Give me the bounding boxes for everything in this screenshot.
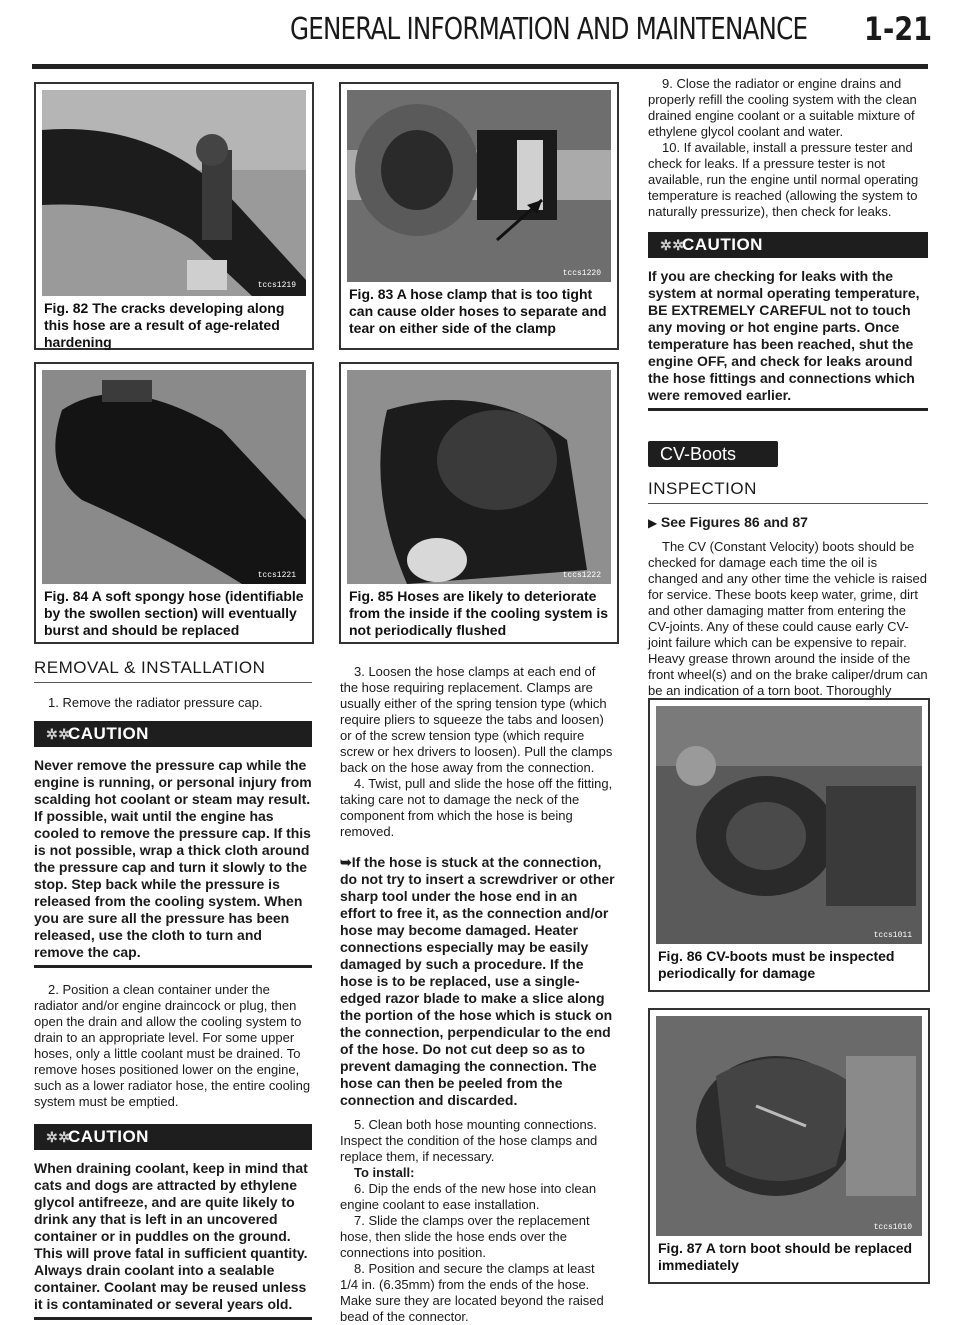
step-9: 9. Close the radiator or engine drains and properly refill the cooling system with the clean drained engine coolant or a suitable mixture of ethylene glycol coolant and water. bbox=[648, 76, 917, 139]
step-4: 4. Twist, pull and slide the hose off the fitting, taking care not to damage the neck of the component from which the hose is being removed. bbox=[340, 776, 613, 839]
figure-83 bbox=[339, 82, 619, 350]
figure-82 bbox=[34, 82, 314, 350]
caution-text: When draining coolant, keep in mind that cats and dogs are attracted by ethylene glycol antifreeze, and are quite likely to drink any that is left in an uncovered container or in puddles on the ground. This will prove fatal in sufficient quantity. Always drain coolant into a sealable container. Coolant may be reused unless it is contaminated or several years old. bbox=[34, 1160, 308, 1312]
figure-code: tccs1010 bbox=[873, 1223, 912, 1232]
caution-bar bbox=[648, 232, 928, 258]
subheading-inspection: INSPECTION bbox=[648, 479, 757, 498]
left-column bbox=[34, 660, 312, 1320]
figure-83-photo bbox=[347, 90, 611, 282]
see-figures bbox=[648, 514, 928, 531]
step-1: 1. Remove the radiator pressure cap. bbox=[48, 695, 263, 710]
figure-86 bbox=[648, 698, 930, 992]
figure-87-photo bbox=[656, 1016, 922, 1236]
caution-rule bbox=[34, 1317, 312, 1320]
arrow-icon: ▶ bbox=[648, 516, 658, 530]
step-10: 10. If available, install a pressure tester and check for leaks. If a pressure tester is not available, run the engine until normal operating temperature is reached (allowing the system to naturally pressurize), then check for leaks. bbox=[648, 140, 919, 219]
figure-87-caption: Fig. 87 A torn boot should be replaced immediately bbox=[658, 1240, 913, 1273]
caution-text: Never remove the pressure cap while the engine is running, or personal injury from scalding hot coolant or steam may result. If possible, wait until the engine has cooled to remove the pressure cap. If this is not possible, wrap a thick cloth around the pressure cap and turn it slowly to the stop. Step back while the pressure is released from the cooling system. When you are sure all the pressure has been released, use the cloth to turn and remove the cap. bbox=[34, 757, 312, 960]
page-number: 1-21 bbox=[863, 10, 932, 48]
figure-85 bbox=[339, 362, 619, 644]
right-column bbox=[648, 76, 928, 715]
caution-rule bbox=[34, 965, 312, 968]
cv-boots-body: The CV (Constant Velocity) boots should be checked for damage each time the oil is changed and any other time the vehicle is raised for service. These boots keep water, grime, dirt and other damaging matter from entering the CV-joints. Any of these could cause early CV-joint failure which can be expensive to repair. Heavy grease thrown around the inside of the front wheel(s) and on the brake caliper/drum can be an indication of a torn boot. Thoroughly bbox=[648, 539, 928, 698]
caution-bar bbox=[34, 1124, 312, 1150]
step-8: 8. Position and secure the clamps at least 1/4 in. (6.35mm) from the ends of the hose. Make sure they are located beyond the raised bead of the connector. bbox=[340, 1261, 604, 1324]
caution-label: CAUTION bbox=[68, 1127, 149, 1146]
figure-code: tccs1222 bbox=[562, 571, 601, 580]
section-rule bbox=[34, 682, 312, 683]
figure-84-photo bbox=[42, 370, 306, 584]
step-5: 5. Clean both hose mounting connections. Inspect the condition of the hose clamps and replace them, if necessary. bbox=[340, 1117, 598, 1164]
figure-85-photo bbox=[347, 370, 611, 584]
figure-code: tccs1221 bbox=[257, 571, 296, 580]
caution-label: CAUTION bbox=[68, 724, 149, 743]
caution-icon: ✲✲ bbox=[46, 1129, 71, 1145]
step-2: 2. Position a clean container under the radiator and/or engine draincock or plug, then open the drain and allow the cooling system to drain to an appropriate level. For some upper hoses, only a little coolant must be drained. To remove hoses positioned lower on the engine, such as a lower radiator hose, the entire cooling system must be emptied. bbox=[34, 982, 311, 1109]
figure-86-caption: Fig. 86 CV-boots must be inspected periodically for damage bbox=[658, 948, 895, 981]
subheading-rule bbox=[648, 503, 928, 504]
caution-bar bbox=[34, 721, 312, 747]
figure-82-photo bbox=[42, 90, 306, 296]
figure-84 bbox=[34, 362, 314, 644]
to-install-heading: To install: bbox=[354, 1165, 415, 1180]
section-bar-cv-boots: CV-Boots bbox=[648, 441, 778, 467]
note: ➥If the hose is stuck at the connection, do not try to insert a screwdriver or other sharp tool under the hose end in an effort to free it, as the connection and/or hose may become damaged. Heater connections especially may be easily damaged by such a procedure. If the hose is to be replaced, use a single-edged razor blade to make a slice along the portion of the hose which is stuck on the connection, perpendicular to the end of the hose. Do not cut deep so as to prevent damaging the connection. The hose can then be peeled from the connection and discarded. bbox=[340, 854, 615, 1108]
header-rule bbox=[32, 64, 928, 69]
figure-87 bbox=[648, 1008, 930, 1284]
figure-code: tccs1220 bbox=[562, 269, 601, 278]
figure-84-caption: Fig. 84 A soft spongy hose (identifiable by the swollen section) will eventually burst and should be replaced bbox=[44, 588, 304, 638]
middle-column bbox=[340, 664, 616, 1325]
step-7: 7. Slide the clamps over the replacement hose, then slide the hose ends over the connections into position. bbox=[340, 1213, 590, 1260]
caution-text: If you are checking for leaks with the system at normal operating temperature, BE EXTREMELY CAREFUL not to touch any moving or hot engine parts. Once temperature has been reached, shut the engine OFF, and check for leaks around the hose fittings and connections which were removed earlier. bbox=[648, 268, 920, 403]
caution-icon: ✲✲ bbox=[46, 726, 71, 742]
caution-icon: ✲✲ bbox=[660, 237, 685, 253]
section-heading: REMOVAL & INSTALLATION bbox=[34, 658, 266, 677]
caution-rule bbox=[648, 408, 928, 411]
figure-code: tccs1219 bbox=[257, 281, 296, 290]
figure-82-caption: Fig. 82 The cracks developing along this hose are a result of age-related hardening bbox=[44, 300, 285, 350]
figure-85-caption: Fig. 85 Hoses are likely to deteriorate from the inside if the cooling system is not periodically flushed bbox=[349, 588, 609, 638]
page-header bbox=[0, 0, 960, 70]
step-6: 6. Dip the ends of the new hose into clean engine coolant to ease installation. bbox=[340, 1181, 597, 1212]
caution-label: CAUTION bbox=[682, 235, 763, 254]
figure-code: tccs1011 bbox=[873, 931, 912, 940]
figure-83-caption: Fig. 83 A hose clamp that is too tight can cause older hoses to separate and tear on either side of the clamp bbox=[349, 286, 607, 336]
page-title: GENERAL INFORMATION AND MAINTENANCE bbox=[290, 12, 808, 47]
figure-86-photo bbox=[656, 706, 922, 944]
step-3: 3. Loosen the hose clamps at each end of the hose requiring replacement. Clamps are usually either of the spring tension type (which require pliers to squeeze the tabs and loosen) or of the screw tension type (which require screw or hex drivers to loosen). Pull the clamps back on the hose away from the connection. bbox=[340, 664, 613, 775]
see-figures-text: See Figures 86 and 87 bbox=[660, 514, 808, 530]
